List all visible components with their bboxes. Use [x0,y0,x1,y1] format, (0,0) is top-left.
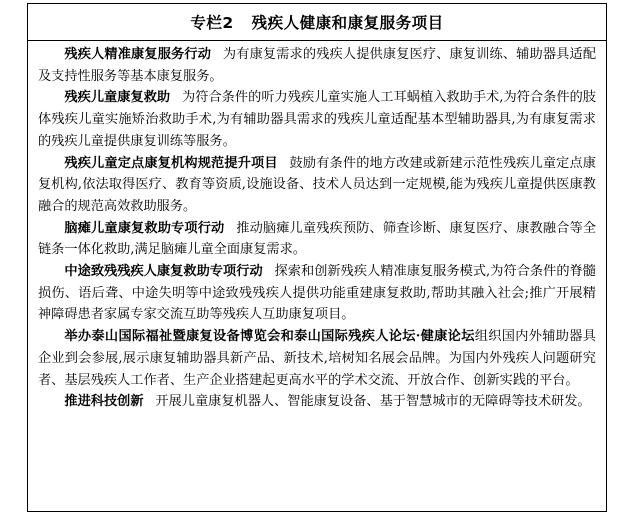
box-title: 残疾人健康和康复服务项目 [251,14,444,32]
item-text: 开展儿童康复机器人、智能康复设备、基于智慧城市的无障碍等技术研发。 [155,394,591,410]
item-text: 为符合条件的听力残疾儿童实施人工耳蜗植入救助手术,为符合条件的肢体残疾儿童实施矫治救助手术,为有辅助器具需求的残疾儿童适配基本型辅助器具,为有康复需求的残疾儿童提供康复训练等服务。 [38,90,596,149]
item-lead: 中途致残残疾人康复救助专项行动 [64,264,263,280]
item-text: 鼓励有条件的地方改建或新建示范性残疾儿童定点康复机构,依法取得医疗、教育等资质,设施设备、技术人员达到一定规模,能为残疾儿童提供医康教融合的规范高效救助服务。 [38,155,596,214]
item-lead: 残疾儿童定点康复机构规范提升项目 [64,155,278,171]
item-designated-institutions [38,153,596,218]
item-lead: 举办泰山国际福祉暨康复设备博览会和泰山国际残疾人论坛·健康论坛 [64,329,475,345]
box-content [28,41,606,413]
item-text: 组织国内外辅助器具企业到会参展,展示康复辅助器具新产品、新技术,培树知名展会品牌。为国内外残疾人问题研究者、基层残疾人工作者、生产企业搭建起更高水平的学术交流、开放合作、创新实践的平台。 [38,329,596,388]
item-tech-innovation [38,391,596,413]
item-lead: 推进科技创新 [64,394,144,410]
item-taishan-expo [38,326,596,391]
box-number: 专栏2 [190,14,234,32]
item-precision-rehab [38,44,596,87]
box-header [28,4,606,41]
item-text: 推动脑瘫儿童残疾预防、筛查诊断、康复医疗、康教融合等全链条一体化救助,满足脑瘫儿童全面康复需求。 [38,220,597,258]
column-box [27,3,607,512]
item-lead: 残疾儿童康复救助 [64,90,171,106]
item-lead: 脑瘫儿童康复救助专项行动 [64,220,225,236]
item-text: 为有康复需求的残疾人提供康复医疗、康复训练、辅助器具适配及支持性服务等基本康复服务。 [38,47,597,84]
item-lead: 残疾人精准康复服务行动 [64,47,212,62]
item-child-rehab-aid [38,87,596,152]
item-text: 探索和创新残疾人精准康复服务模式,为符合条件的脊髓损伤、语后聋、中途失明等中途致残残疾人提供功能重建康复救助,帮助其融入社会;推广开展精神障碍患者家属专家交流互助等残疾人互助康复项目。 [38,264,596,323]
item-cerebral-palsy [38,218,596,261]
item-midlife-disability [38,261,596,326]
